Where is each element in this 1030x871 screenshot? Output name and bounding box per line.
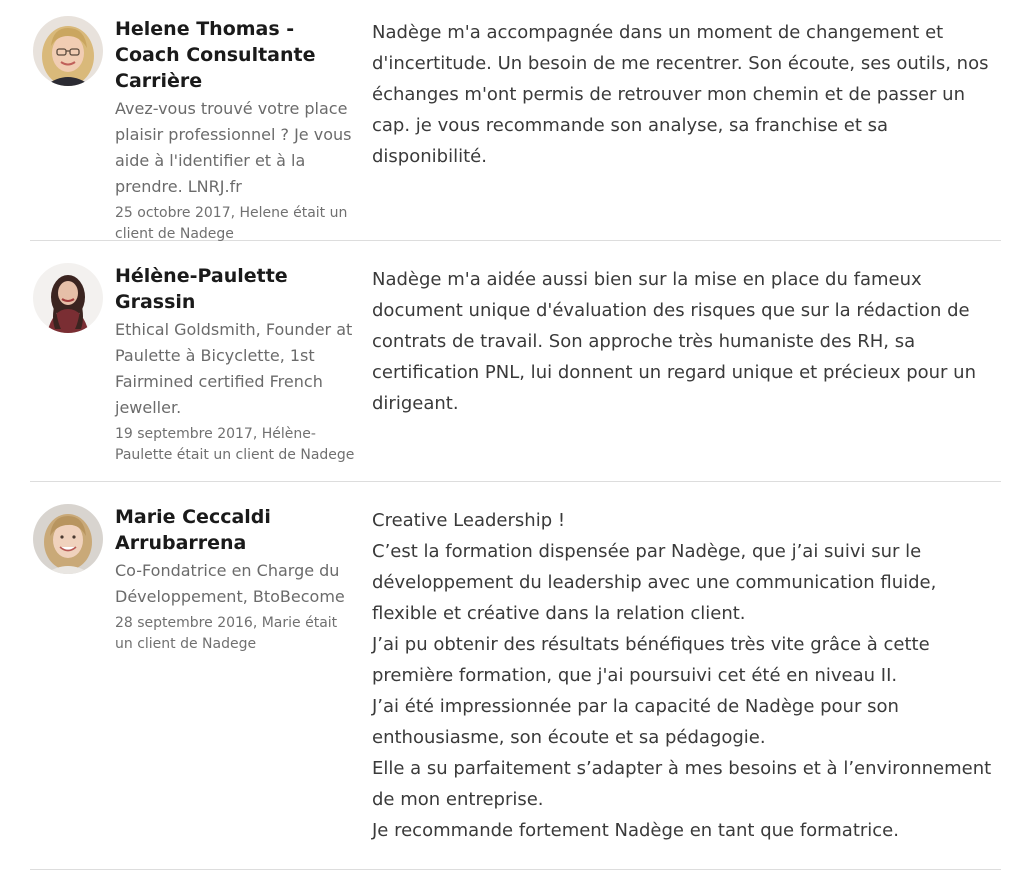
recommendation-text-line: Je recommande fortement Nadège en tant que formatrice. [372, 820, 899, 841]
avatar-photo-icon [33, 263, 103, 333]
author-headline: Avez-vous trouvé votre place plaisir professionnel ? Je vous aide à l'identifier et à la prendre. LNRJ.fr [115, 99, 352, 196]
recommendation-date-relation: 25 octobre 2017, Helene était un client de Nadege [115, 205, 348, 242]
recommendation-text [372, 505, 998, 846]
author-name-link[interactable]: Hélène-Paulette Grassin [115, 265, 288, 313]
recommendation-item [30, 0, 1001, 241]
avatar[interactable] [33, 504, 103, 574]
author-name-link[interactable]: Helene Thomas - Coach Consultante Carrière [115, 18, 316, 92]
recommendation-text-line: Creative Leadership ! [372, 510, 566, 531]
avatar[interactable] [33, 263, 103, 333]
recommendation-text [372, 17, 998, 172]
avatar[interactable] [33, 16, 103, 86]
recommendation-item [30, 241, 1001, 482]
recommendation-text-line: Nadège m'a aidée aussi bien sur la mise en place du fameux document unique d'évaluation des risques que sur la rédaction de contrats de travail. Son approche très humaniste des RH, sa certification PNL, lui donnent un regard unique et précieux pour un dirigeant. [372, 269, 976, 414]
author-headline: Ethical Goldsmith, Founder at Paulette à Bicyclette, 1st Fairmined certified French jeweller. [115, 320, 353, 417]
recommendation-text-line: Elle a su parfaitement s’adapter à mes besoins et à l’environnement de mon entreprise. [372, 758, 992, 810]
recommendation-text-line: J’ai été impressionnée par la capacité de Nadège pour son enthousiasme, son écoute et sa pédagogie. [372, 696, 899, 748]
author-headline: Co-Fondatrice en Charge du Développement, BtoBecome [115, 561, 345, 606]
recommendation-date-relation: 28 septembre 2016, Marie était un client de Nadege [115, 615, 338, 652]
recommendation-text-line: Nadège m'a accompagnée dans un moment de changement et d'incertitude. Un besoin de me recentrer. Son écoute, ses outils, nos échanges m'ont permis de retrouver mon chemin et de passer un cap. je vous recommande son analyse, sa franchise et sa disponibilité. [372, 22, 989, 167]
author-name-link[interactable]: Marie Ceccaldi Arrubarrena [115, 506, 271, 554]
recommendation-date-relation: 19 septembre 2017, Hélène-Paulette était un client de Nadege [115, 426, 355, 463]
recommendation-text [372, 264, 998, 419]
avatar-photo-icon [33, 504, 103, 574]
avatar-photo-icon [33, 16, 103, 86]
author-info [115, 504, 355, 655]
recommendation-text-line: C’est la formation dispensée par Nadège, que j’ai suivi sur le développement du leadership avec une communication fluide, flexible et créative dans la relation client. [372, 541, 937, 624]
author-info [115, 263, 355, 466]
author-info [115, 16, 355, 245]
recommendation-text-line: J’ai pu obtenir des résultats bénéfiques très vite grâce à cette première formation, que j'ai poursuivi cet été en niveau II. [372, 634, 930, 686]
recommendation-item [30, 482, 1001, 870]
